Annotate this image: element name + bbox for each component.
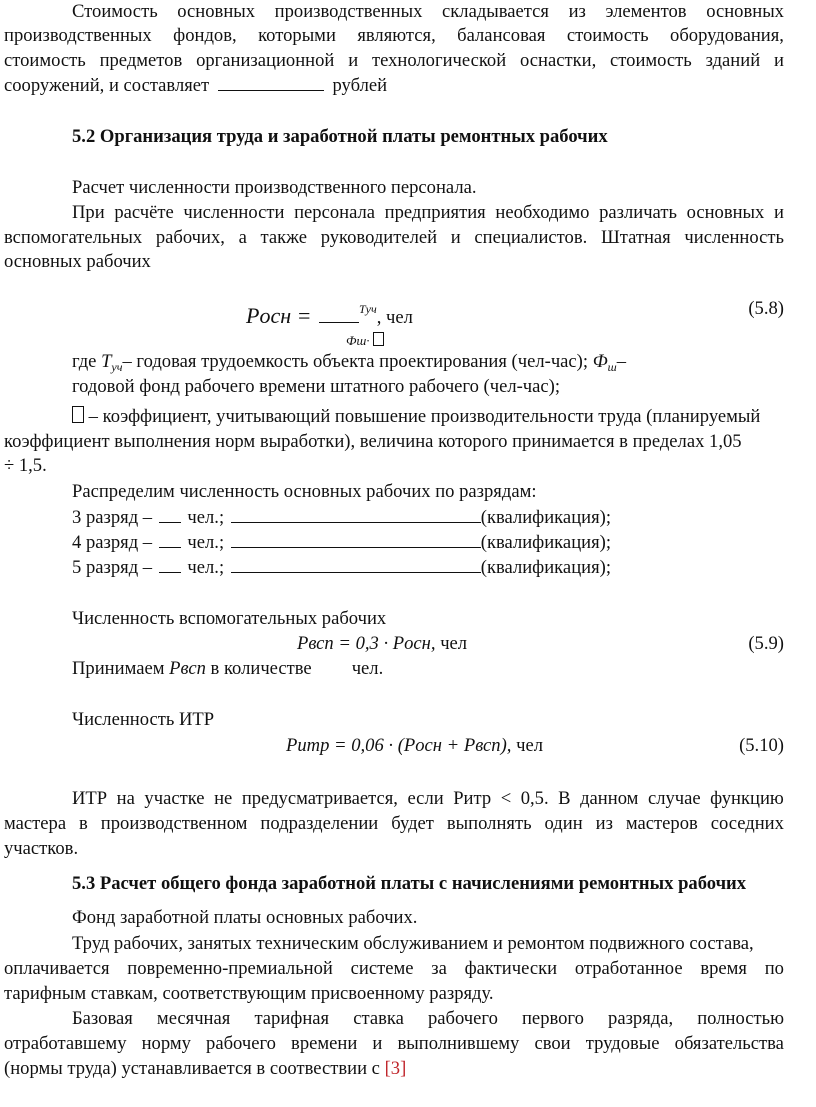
word: мастера — [4, 813, 67, 834]
grade-label: 3 разряд – — [72, 507, 153, 528]
word: отработанное — [574, 958, 683, 979]
word: трудовые — [585, 1033, 660, 1054]
word: элементов — [605, 1, 687, 22]
p1-unit: рублей — [332, 75, 388, 96]
grade-unit: чел.; — [187, 557, 225, 578]
count-blank-field[interactable] — [159, 556, 181, 573]
p5-line-1: Труд рабочих, занятых техническим обслуживанием и ремонтом подвижного состава, — [72, 933, 754, 954]
eq-5-10 — [286, 734, 543, 758]
word: ставка — [353, 1008, 404, 1029]
aux-accept — [72, 657, 383, 681]
word: выполнять — [446, 813, 532, 834]
word: организационной — [196, 50, 335, 71]
where-line-2: годовой фонд рабочего времени штатного рабочего (чел-час); — [72, 376, 561, 397]
word: полностью — [697, 1008, 784, 1029]
p1-line-1 — [72, 0, 784, 24]
word: 0,5. — [520, 788, 549, 809]
f-symbol: Ф — [592, 351, 608, 372]
word: подразделении — [260, 813, 379, 834]
word: функцию — [710, 788, 784, 809]
eq-5-10-number: (5.10) — [739, 735, 784, 756]
p2-text: Расчет численности производственного персонала. — [72, 177, 477, 198]
word: в — [79, 813, 88, 834]
word: а — [238, 227, 247, 248]
word: также — [260, 227, 308, 248]
p1-last-text: сооружений, и составляет — [4, 75, 210, 96]
word: и — [450, 227, 461, 248]
word: различать — [599, 202, 677, 223]
word: свои — [534, 1033, 571, 1054]
word: разряда, — [608, 1008, 674, 1029]
grade-qual: (квалификация); — [480, 532, 612, 553]
eq-5-9 — [297, 632, 467, 656]
word: В — [558, 788, 571, 809]
word: фактически — [464, 958, 558, 979]
word: стоимость — [566, 25, 649, 46]
word: балансовая — [457, 25, 546, 46]
grade-unit: чел.; — [187, 507, 225, 528]
word: Стоимость — [72, 1, 158, 22]
word: из — [568, 1, 586, 22]
word: расчёте — [114, 202, 174, 223]
word: зданий — [705, 50, 761, 71]
p3-line-3: основных рабочих — [4, 251, 151, 272]
itr-title: Численность ИТР — [72, 709, 215, 730]
word: тарифная — [254, 1008, 330, 1029]
word: вспомогательных — [4, 227, 143, 248]
word: и — [773, 202, 784, 223]
grade-row-3 — [72, 506, 611, 530]
accept-mid: в количестве — [205, 658, 312, 679]
word: рабочего — [427, 1008, 498, 1029]
word: Базовая — [72, 1008, 133, 1029]
grade-row-4 — [72, 531, 611, 555]
word: оснастки, — [519, 50, 597, 71]
p4-text: Фонд заработной платы основных рабочих. — [72, 907, 418, 928]
word: месячная — [156, 1008, 231, 1029]
word: за — [431, 958, 447, 979]
accept-symbol: Pвсп — [169, 658, 206, 679]
eq-5-10-formula: Pитр = 0,06 · (Pосн + Pвсп), — [286, 735, 512, 756]
word: являются, — [357, 25, 436, 46]
word: время — [700, 958, 747, 979]
word: участке — [144, 788, 205, 809]
word: < — [500, 788, 512, 809]
qualification-blank-field[interactable] — [231, 531, 481, 548]
word: из — [595, 813, 613, 834]
word: складывается — [442, 1, 549, 22]
word: основных — [177, 1, 256, 22]
word: будет — [391, 813, 434, 834]
word: технологической — [371, 50, 507, 71]
word: времени — [291, 1033, 358, 1054]
eq-5-8-denominator-text: Фш· — [346, 333, 370, 348]
word: Штатная — [600, 227, 671, 248]
word: производственном — [100, 813, 248, 834]
section-5-3-heading: 5.3 Расчет общего фонда заработной платы с начислениями ремонтных рабочих — [72, 873, 747, 894]
word: и — [372, 1033, 383, 1054]
eq-5-9-unit: чел — [435, 633, 468, 654]
qualification-blank-field[interactable] — [231, 556, 481, 573]
p6-line-3 — [4, 1057, 406, 1081]
t-symbol: T — [101, 351, 112, 372]
p1-line-3 — [4, 49, 784, 73]
word: Ритр — [453, 788, 492, 809]
word: стоимость — [4, 50, 86, 71]
p3-line-1 — [72, 201, 784, 225]
grade-qual: (квалификация); — [480, 557, 612, 578]
eq-5-8 — [246, 297, 413, 330]
missing-glyph-icon — [72, 406, 84, 423]
word: оборудования, — [670, 25, 784, 46]
word: отработавшему — [4, 1033, 127, 1054]
word: мастеров — [625, 813, 698, 834]
word: предусматривается, — [241, 788, 398, 809]
word: данном — [580, 788, 639, 809]
coef-line-3: ÷ 1,5. — [4, 455, 47, 476]
word: повременно-премиальной — [127, 958, 333, 979]
itr-line-1 — [72, 787, 784, 811]
amount-blank-field[interactable] — [218, 74, 324, 91]
missing-glyph-icon — [373, 332, 384, 346]
word: предметов — [99, 50, 183, 71]
count-blank-field[interactable] — [159, 506, 181, 523]
p3-line-2 — [4, 226, 784, 250]
grade-unit: чел.; — [187, 532, 225, 553]
eq-5-10-unit: чел — [511, 735, 543, 756]
word: специалистов. — [474, 227, 588, 248]
itr-line-2 — [4, 812, 784, 836]
p1-line-2 — [4, 24, 784, 48]
word: обязательства — [674, 1033, 784, 1054]
word: один — [544, 813, 583, 834]
where-prefix: где — [72, 351, 102, 372]
word: которыми — [258, 25, 336, 46]
section-5-2-heading: 5.2 Организация труда и заработной платы ремонтных рабочих — [72, 126, 608, 147]
word: случае — [647, 788, 701, 809]
word: руководителей — [320, 227, 438, 248]
grade-label: 5 разряд – — [72, 557, 153, 578]
f-subscript: ш — [607, 360, 617, 374]
word: выполнившему — [397, 1033, 520, 1054]
word: если — [407, 788, 444, 809]
word: оплачивается — [4, 958, 110, 979]
qualification-blank-field[interactable] — [231, 506, 481, 523]
accept-unit: чел. — [351, 658, 384, 679]
coef-line-2: коэффициент выполнения норм выработки), величина которого принимается в пределах 1,05 — [4, 431, 742, 452]
word: персонала — [294, 202, 376, 223]
word: основных — [706, 1, 784, 22]
word: по — [764, 958, 784, 979]
word: норму — [141, 1033, 191, 1054]
aux-title: Численность вспомогательных рабочих — [72, 608, 387, 629]
p5-line-3: тарифным ставкам, соответствующим присвоенному разряду. — [4, 983, 494, 1004]
eq-5-9-number: (5.9) — [748, 633, 784, 654]
word: ИТР — [72, 788, 108, 809]
reference-link-3[interactable]: [3] — [384, 1058, 407, 1079]
t-subscript: уч — [111, 360, 123, 374]
word: фондов, — [173, 25, 237, 46]
word: и — [348, 50, 359, 71]
grades-intro: Распределим численность основных рабочих по разрядам: — [72, 481, 537, 502]
coef-line-1 — [72, 405, 760, 429]
word: соседних — [710, 813, 784, 834]
word: рабочих, — [155, 227, 225, 248]
p6-line-1 — [72, 1007, 784, 1031]
word: на — [116, 788, 135, 809]
word: производственных — [4, 25, 152, 46]
word: При — [72, 202, 105, 223]
word: и — [773, 50, 784, 71]
grade-row-5 — [72, 556, 611, 580]
count-blank-field[interactable] — [159, 531, 181, 548]
word: производственных — [274, 1, 423, 22]
fraction-bar — [319, 308, 359, 323]
word: рабочего — [206, 1033, 276, 1054]
eq-5-8-number: (5.8) — [748, 298, 784, 319]
coef-text-1: – коэффициент, учитывающий повышение производительности труда (планируемый — [88, 406, 761, 427]
f-dash: – — [616, 351, 626, 372]
eq-5-8-numerator: Tуч — [358, 302, 377, 316]
itr-line-3: участков. — [4, 838, 79, 859]
p6-line-2 — [4, 1032, 784, 1056]
p5-line-2 — [4, 957, 784, 981]
word: основных — [686, 202, 765, 223]
word: необходимо — [495, 202, 590, 223]
grade-qual: (квалификация); — [480, 507, 612, 528]
accept-prefix: Принимаем — [72, 658, 170, 679]
eq-5-8-lhs: Pосн = — [246, 303, 312, 328]
word: системе — [350, 958, 414, 979]
eq-5-9-formula: Pвсп = 0,3 · Pосн, — [297, 633, 436, 654]
word: первого — [521, 1008, 584, 1029]
word: стоимость — [610, 50, 692, 71]
word: не — [214, 788, 233, 809]
p1-line-4 — [4, 74, 387, 98]
p6-line-3-text: (нормы труда) устанавливается в соотвествии с — [4, 1058, 385, 1079]
t-description: – годовая трудоемкость объекта проектирования (чел-час); — [122, 351, 593, 372]
eq-5-8-unit: , чел — [376, 307, 413, 328]
word: предприятия — [384, 202, 486, 223]
word: численность — [684, 227, 784, 248]
grade-label: 4 разряд – — [72, 532, 153, 553]
word: численности — [183, 202, 285, 223]
